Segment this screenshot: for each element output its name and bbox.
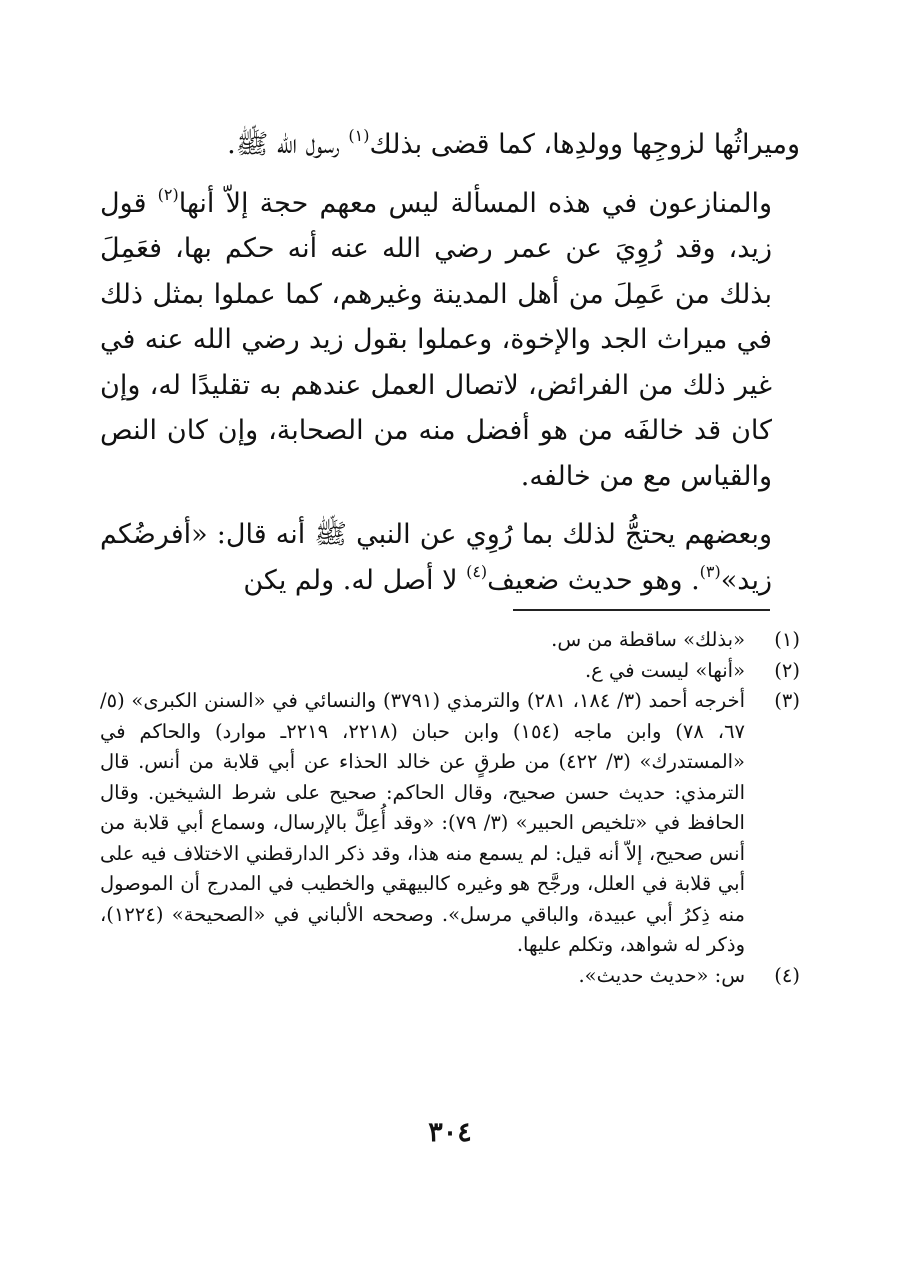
footnote-number: (٣) [774, 689, 800, 712]
footnote-text: أخرجه أحمد (٣/ ١٨٤، ٢٨١) والترمذي (٣٧٩١) والنسائي في «السنن الكبرى» (٥/ ٦٧، ٧٨) وابن ماجه (١٥٤) وابن حبان (٢٢١٨، ٢٢١٩ـ موارد) والحاكم في «المستدرك» (٣/ ٤٢٢) من طرقٍ عن خالد الحذاء عن أبي قلابة من أنس. قال الترمذي: حديث حسن صحيح، وقال الحاكم: صحيح على شرط الشيخين. وقال الحافظ في «تلخيص الحبير» (٣/ ٧٩): «وقد أُعِلَّ بالإرسال، وسماع أبي قلابة من أنس صحيح، إلاّ أنه قيل: لم يسمع منه هذا، وقد ذكر الدارقطني الاختلاف فيه على أبي قلابة في العلل، ورجَّح هو وغيره كالبيهقي والخطيب في المدرج أن الموصول منه ذِكرُ أبي عبيدة، والباقي مرسل». وصححه الألباني في «الصحيحة» (١٢٢٤)، وذكر له شواهد، وتكلم عليها. [100, 689, 746, 956]
footnote-number: (١) [774, 628, 800, 651]
footnote-text: «بذلك» ساقطة من س. [551, 628, 745, 651]
footnote-text: س: «حديث حديث». [578, 963, 745, 987]
footnote-separator [513, 609, 770, 611]
footnote-ref-3[interactable]: (٣) [699, 561, 721, 581]
paragraph-3-text-b: . وهو حديث ضعيف [487, 564, 700, 596]
footnotes [100, 625, 800, 991]
page-number: ٣٠٤ [428, 1117, 472, 1148]
footnote-2 [100, 656, 800, 687]
footnote-4 [100, 961, 800, 992]
paragraph-2 [100, 181, 800, 500]
paragraph-3-text-c: لا أصل له. ولم يكن [243, 564, 467, 596]
footnote-number: (٤) [774, 963, 800, 987]
paragraph-1-text-b: رسول الله ﷺ. [227, 129, 349, 160]
footnote-text: «أنها» ليست في ع. [584, 658, 745, 682]
paragraph-3-text-a: وبعضهم يحتجُّ لذلك بما رُوِي عن النبي ﷺ أنه قال: «أفرضُكم زيد» [100, 519, 772, 596]
footnote-number: (٢) [774, 658, 800, 682]
paragraph-1-text-a: وميراثُها لزوجِها وولدِها، كما قضى بذلك [369, 129, 800, 160]
paragraph-2-text-a: والمنازعون في هذه المسألة ليس معهم حجة إلاّ أنها [178, 187, 772, 219]
footnote-1 [100, 625, 800, 656]
main-text [100, 122, 800, 603]
paragraph-2-text-b: قول زيد، وقد رُوِيَ عن عمر رضي الله عنه أنه حكم بها، فعَمِلَ بذلك من عَمِلَ من أهل المدينة وغيرهم، كما عملوا بمثل ذلك في ميراث الجد والإخوة، وعملوا بقول زيد رضي الله عنه في غير ذلك من الفرائض، لاتصال العمل عندهم به تقليدًا له، وإن كان قد خالفَه من هو أفضل منه من الصحابة، وإن كان النص والقياس مع من خالفه. [100, 187, 772, 492]
footnote-ref-4[interactable]: (٤) [466, 561, 488, 581]
paragraph-1 [100, 122, 800, 168]
footnote-ref-2[interactable]: (٢) [157, 184, 179, 204]
paragraph-3 [100, 512, 800, 603]
footnote-ref-1[interactable]: (١) [348, 126, 370, 145]
footnote-3 [100, 686, 800, 961]
